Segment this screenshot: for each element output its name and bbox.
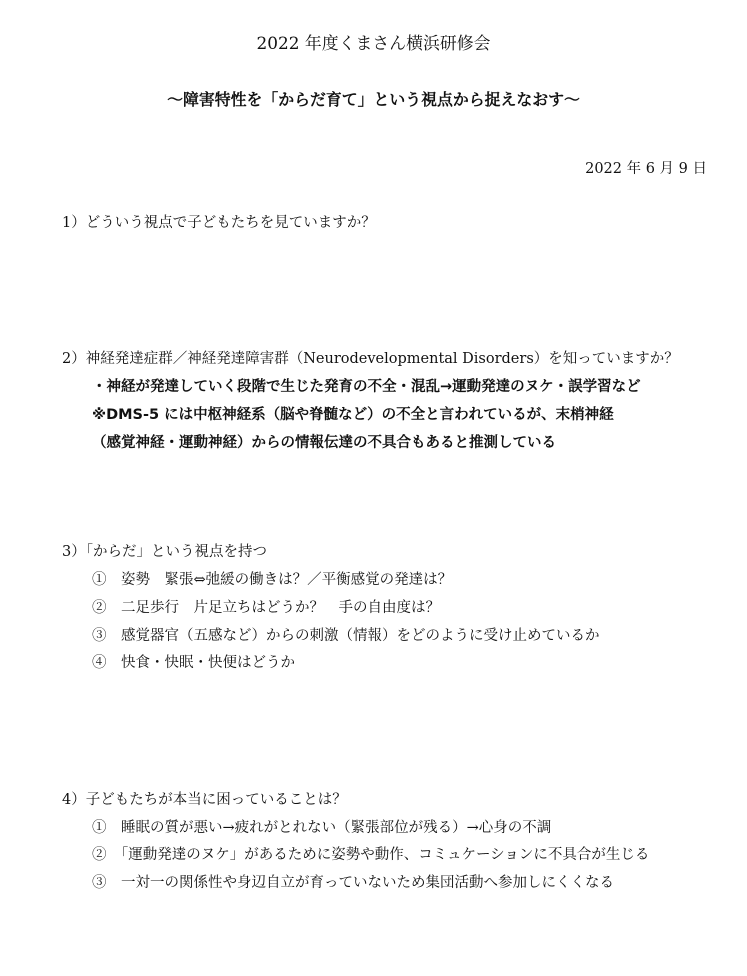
- section-2-note: ・神経が発達していく段階で生じた発育の不全・混乱→運動発達のヌケ・誤学習など: [92, 379, 641, 395]
- section-3-item: ② 二足歩行 片足立ちはどうか？ 手の自由度は？: [92, 600, 440, 616]
- section-4-item: ③ 一対一の関係性や身辺自立が育っていないため集団活動へ参加しにくくなる: [92, 875, 614, 891]
- document-title: 2022 年度くまさん横浜研修会: [256, 33, 491, 53]
- section-3-item: ① 姿勢 緊張⇔弛緩の働きは？／平衡感覚の発達は？: [92, 572, 453, 588]
- document-date: 2022 年 6 月 9 日: [585, 161, 707, 177]
- document-subtitle: 〜障害特性を「からだ育て」という視点から捉えなおす〜: [167, 90, 580, 109]
- section-3-item: ④ 快食・快眠・快便はどうか: [92, 655, 295, 671]
- section-2-note: （感覚神経・運動神経）からの情報伝達の不具合もあると推測している: [92, 435, 556, 451]
- section-2-note: ※DMS-5 には中枢神経系（脳や脊髄など）の不全と言われているが、末梢神経: [92, 407, 614, 423]
- section-4-item: ② 「運動発達のヌケ」があるために姿勢や動作、コミュケーションに不具合が生じる: [92, 847, 650, 863]
- section-4-item: ① 睡眠の質が悪い→疲れがとれない（緊張部位が残る）→心身の不調: [92, 820, 552, 836]
- section-3-question: 3）「からだ」という視点を持つ: [62, 544, 267, 560]
- section-1-question: 1）どういう視点で子どもたちを見ていますか？: [62, 215, 376, 231]
- section-2-question: 2）神経発達症群／神経発達障害群（Neurodevelopmental Disorders）を知っていますか？: [62, 351, 679, 367]
- section-4-question: 4）子どもたちが本当に困っていることは？: [62, 792, 347, 808]
- section-3-item: ③ 感覚器官（五感など）からの刺激（情報）をどのように受け止めているか: [92, 628, 600, 644]
